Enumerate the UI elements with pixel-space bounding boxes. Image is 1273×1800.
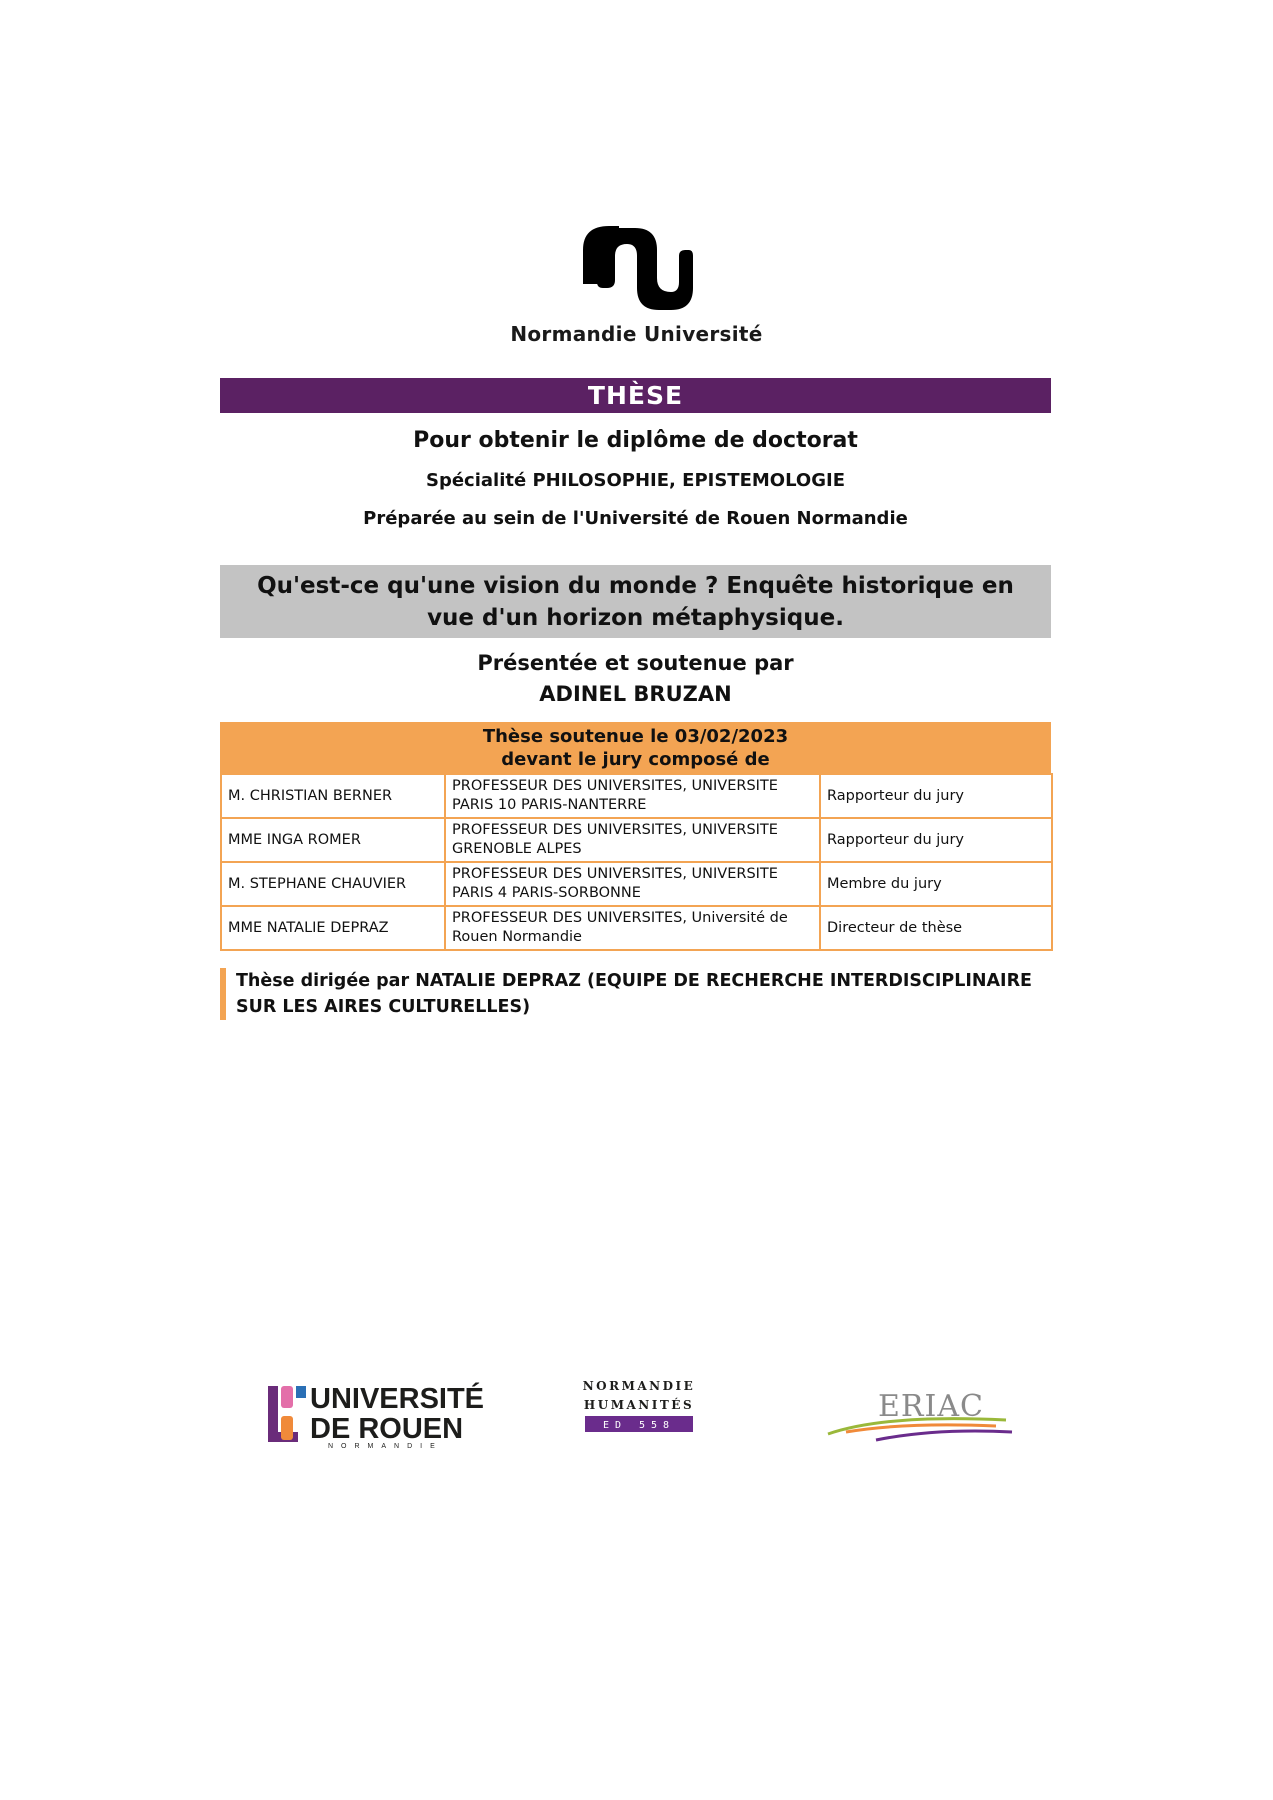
brand-name: Normandie Université [510, 322, 763, 346]
eriac-logo [826, 1382, 1016, 1448]
eriac-logo-text: ERIAC [878, 1389, 984, 1424]
jury-member-role: Membre du jury [820, 862, 1052, 906]
table-row [221, 774, 1052, 818]
rouen-logo-line3: NORMANDIE [328, 1443, 443, 1450]
normandie-humanites-logo [584, 1376, 694, 1442]
jury-header [220, 722, 1051, 773]
jury-member-name: M. CHRISTIAN BERNER [221, 774, 445, 818]
footer-logos [0, 1370, 1273, 1460]
table-row [221, 862, 1052, 906]
prepared-line: Préparée au sein de l'Université de Rouen Normandie [363, 508, 908, 529]
jury-member-role: Directeur de thèse [820, 906, 1052, 950]
rouen-logo-line1: UNIVERSITÉ [310, 1383, 485, 1415]
author-name: ADINEL BRUZAN [539, 682, 732, 706]
jury-member-position: PROFESSEUR DES UNIVERSITES, UNIVERSITE GRENOBLE ALPES [445, 818, 820, 862]
normandie-universite-logo [0, 222, 1273, 346]
diploma-line: Pour obtenir le diplôme de doctorat [413, 428, 858, 453]
rouen-logo-line2: DE ROUEN [310, 1413, 464, 1445]
jury-member-name: M. STEPHANE CHAUVIER [221, 862, 445, 906]
nh-logo-line2: HUMANITÉS [583, 1398, 695, 1412]
jury-member-name: MME INGA ROMER [221, 818, 445, 862]
jury-member-position: PROFESSEUR DES UNIVERSITES, UNIVERSITE PARIS 4 PARIS-SORBONNE [445, 862, 820, 906]
jury-member-position: PROFESSEUR DES UNIVERSITES, Université de Rouen Normandie [445, 906, 820, 950]
jury-composition-line: devant le jury composé de [501, 749, 770, 770]
document-type-band: THÈSE [220, 378, 1051, 413]
speciality-line: Spécialité PHILOSOPHIE, EPISTEMOLOGIE [425, 470, 845, 491]
nh-logo-line3: ED 558 [602, 1420, 676, 1431]
jury-member-role: Rapporteur du jury [820, 818, 1052, 862]
table-row [221, 818, 1052, 862]
table-row [221, 906, 1052, 950]
jury-member-name: MME NATALIE DEPRAZ [221, 906, 445, 950]
jury-member-position: PROFESSEUR DES UNIVERSITES, UNIVERSITE PARIS 10 PARIS-NANTERRE [445, 774, 820, 818]
universite-de-rouen-logo [268, 1380, 485, 1450]
defense-date-line: Thèse soutenue le 03/02/2023 [482, 726, 789, 747]
jury-member-role: Rapporteur du jury [820, 774, 1052, 818]
normandie-universite-logo-icon [579, 222, 695, 314]
nh-logo-line1: NORMANDIE [582, 1379, 696, 1393]
jury-table [220, 773, 1053, 951]
thesis-title: Qu'est-ce qu'une vision du monde ? Enquête historique en vue d'un horizon métaphysique. [220, 565, 1051, 638]
presented-by-label: Présentée et soutenue par [477, 651, 794, 675]
thesis-supervision: Thèse dirigée par NATALIE DEPRAZ (EQUIPE DE RECHERCHE INTERDISCIPLINAIRE SUR LES AIRES CULTURELLES) [220, 968, 1051, 1020]
